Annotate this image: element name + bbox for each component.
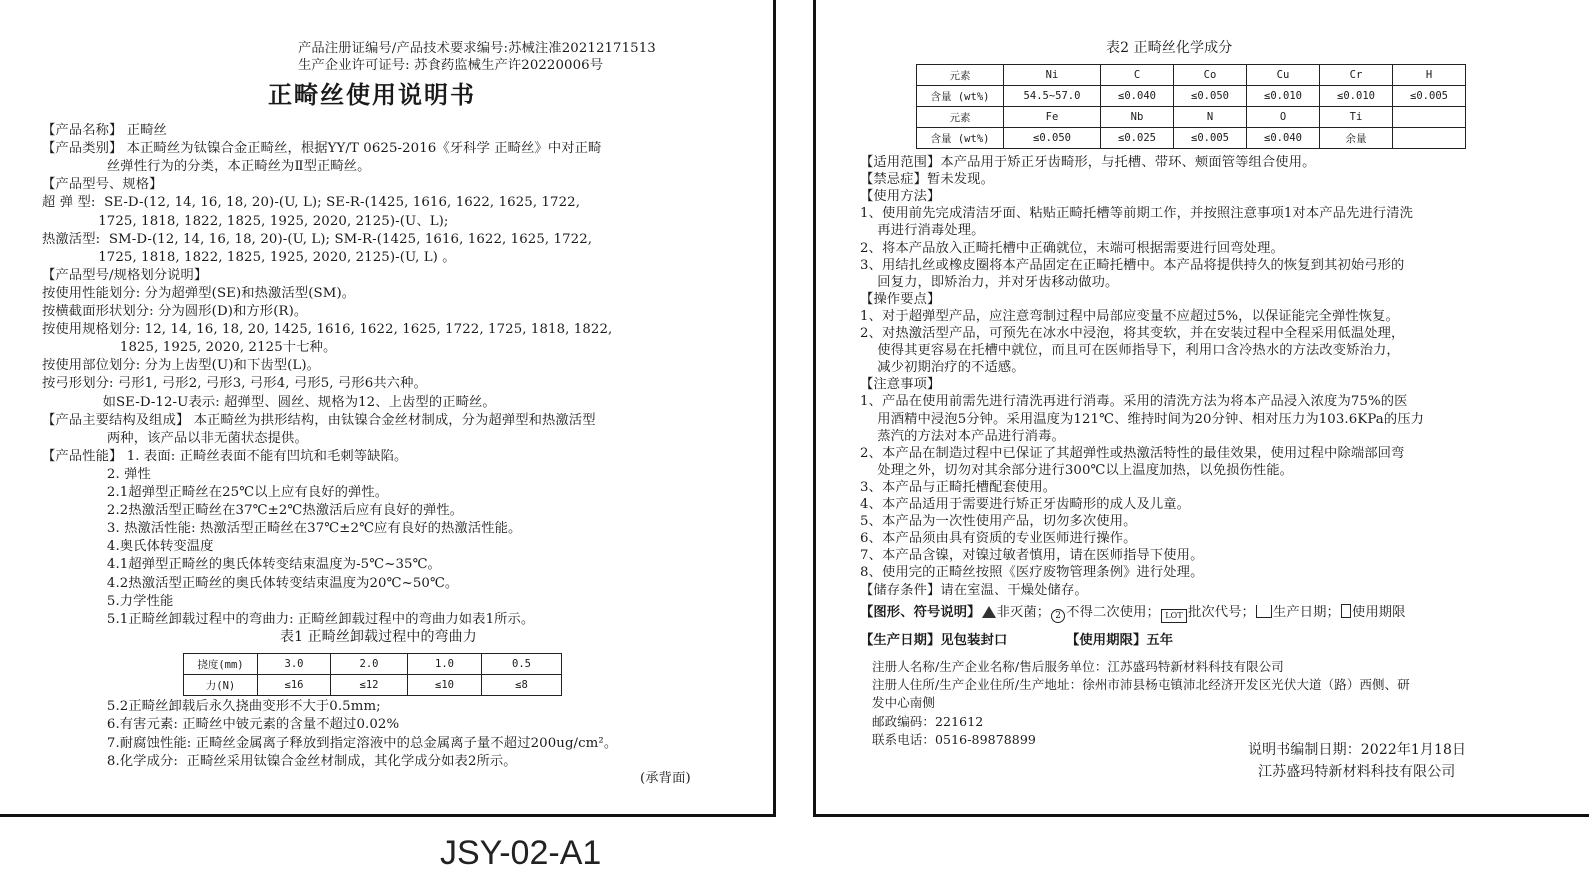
edit-date: 说明书编制日期：2022年1月18日	[1248, 742, 1467, 758]
table-cell: ≤16	[258, 675, 331, 696]
text-line: 【注意事项】	[860, 377, 941, 393]
table-cell: ≤0.050	[1174, 86, 1247, 107]
table-row	[917, 107, 1466, 128]
right-instruction-panel	[813, 0, 1589, 817]
table-cell: Cu	[1247, 65, 1320, 86]
document-code: JSY-02-A1	[440, 834, 602, 872]
text-line: 1825, 1925, 2020, 2125十七种。	[42, 340, 337, 356]
table2-chemical-composition	[916, 64, 1466, 149]
table-cell: ≤0.040	[1101, 86, 1174, 107]
manufacture-date-icon	[1256, 605, 1272, 618]
text-line: 按弓形划分: 弓形1, 弓形2, 弓形3, 弓形4, 弓形5, 弓形6共六种。	[42, 376, 427, 392]
text-line: 3. 热激活性能: 热激活型正畸丝在37℃±2℃应有良好的热激活性能。	[42, 521, 522, 537]
table-cell: 元素	[917, 65, 1004, 86]
text-line: 回复力，即矫治力，并对牙齿移动做功。	[860, 274, 1119, 290]
text-line: 2.2热激活型正畸丝在37℃±2℃热激活后应有良好的弹性。	[42, 503, 464, 519]
text-line: 热激活型: SM-D-(12, 14, 16, 18, 20)-(U, L); SM-R-(1425, 1616, 1622, 1625, 1722,	[42, 231, 593, 247]
text-line: 2.1超弹型正畸丝在25℃以上应有良好的弹性。	[42, 485, 389, 500]
text-line: 【操作要点】	[860, 291, 941, 307]
table-cell: Fe	[1004, 107, 1101, 128]
lot-icon: LOT	[1161, 609, 1187, 623]
non-sterile-text: 非灭菌；	[996, 605, 1051, 620]
table-cell: 0.5	[482, 654, 562, 675]
text-line: 2、将本产品放入正畸托槽中正确就位，末端可根据需要进行回弯处理。	[860, 240, 1284, 256]
table-cell: C	[1101, 65, 1174, 86]
table-cell: ≤0.005	[1174, 128, 1247, 149]
text-line: 5.2正畸丝卸载后永久挠曲变形不大于0.5mm;	[42, 699, 381, 714]
lot-text: 批次代号；	[1187, 605, 1255, 620]
table-cell: 挠度(mm)	[184, 654, 258, 675]
text-line: 【适用范围】本产品用于矫正牙齿畸形，与托槽、带环、颊面管等组合使用。	[860, 155, 1316, 170]
text-line: 8、使用完的正畸丝按照《医疗废物管理条例》进行处理。	[860, 565, 1204, 581]
text-line: 注册人名称/生产企业名称/售后服务单位：江苏盛玛特新材料科技有限公司	[872, 659, 1284, 674]
table-cell: 余量	[1320, 128, 1393, 149]
do-not-reuse-text: 不得二次使用；	[1066, 605, 1160, 620]
text-line: 5.力学性能	[42, 593, 174, 609]
table2-title: 表2 正畸丝化学成分	[1106, 40, 1233, 56]
text-line: 1、使用前先完成清洁牙面、粘贴正畸托槽等前期工作，并按照注意事项1对本产品先进行清洗	[860, 206, 1413, 222]
text-line: 6.有害元素: 正畸丝中铍元素的含量不超过0.02%	[42, 717, 400, 733]
table-cell: O	[1247, 107, 1320, 128]
symbols-label: 【图形、符号说明】	[860, 605, 981, 620]
text-line: 8.化学成分: 正畸丝采用钛镍合金丝材制成，其化学成分如表2所示。	[42, 753, 517, 769]
table-cell: 力(N)	[184, 675, 258, 696]
company-name: 江苏盛玛特新材料科技有限公司	[1258, 764, 1456, 780]
text-line: 联系电话：0516-89878899	[872, 731, 1036, 747]
text-line: 超 弹 型: SE-D-(12, 14, 16, 18, 20)-(U, L); SE-R-(1425, 1616, 1622, 1625, 1722,	[42, 195, 581, 211]
table-cell: 54.5~57.0	[1004, 86, 1101, 107]
table-row	[184, 675, 562, 696]
table-cell: H	[1393, 65, 1466, 86]
table-cell: Ti	[1320, 107, 1393, 128]
continued-on-back: (承背面)	[640, 771, 691, 786]
table-cell: 2.0	[331, 654, 408, 675]
table-cell: ≤0.005	[1393, 86, 1466, 107]
text-line: 2、对热激活型产品，可预先在冰水中浸泡，将其变软，并在安装过程中全程采用低温处理，	[860, 326, 1405, 341]
text-line: 6、本产品须由具有资质的专业医师进行操作。	[860, 531, 1137, 547]
table-cell: Nb	[1101, 107, 1174, 128]
text-line: 5、本产品为一次性使用产品，切勿多次使用。	[860, 514, 1137, 530]
text-line: 1、对于超弹型产品，应注意弯制过程中局部应变量不应超过5%，以保证能完全弹性恢复。	[860, 308, 1399, 324]
text-line: 使得其更容易在托槽中就位，而且可在医师指导下，利用口含冷热水的方法改变矫治力，	[860, 343, 1400, 359]
text-line: 按使用部位划分: 分为上齿型(U)和下齿型(L)。	[42, 358, 321, 374]
table1-bending-force	[183, 653, 562, 696]
table-cell: 元素	[917, 107, 1004, 128]
text-line: 3、本产品与正畸托槽配套使用。	[860, 479, 1057, 495]
text-line: 【禁忌症】暂未发现。	[860, 172, 994, 188]
manufacture-date-text: 生产日期；	[1272, 605, 1340, 620]
table-cell: ≤0.010	[1320, 86, 1393, 107]
text-line: 减少初期治疗的不适感。	[860, 360, 1025, 376]
table-cell: Co	[1174, 65, 1247, 86]
table-cell: ≤12	[331, 675, 408, 696]
table-cell	[1393, 128, 1466, 149]
table-cell: 1.0	[408, 654, 482, 675]
symbols-legend	[860, 604, 1406, 623]
text-line: 按使用性能划分: 分为超弹型(SE)和热激活型(SM)。	[42, 285, 356, 301]
text-line: 【产品型号、规格】	[42, 177, 163, 193]
text-line: 【使用方法】	[860, 189, 941, 205]
table-cell: Cr	[1320, 65, 1393, 86]
text-line: 按横截面形状划分: 分为圆形(D)和方形(R)。	[42, 304, 308, 319]
text-line: 蒸汽的方法对本产品进行消毒。	[860, 428, 1065, 444]
text-line: 注册人住所/生产企业住所/生产地址：徐州市沛县杨屯镇沛北经济开发区光伏大道（路）西侧、研	[872, 677, 1410, 693]
table-row	[917, 86, 1466, 107]
license-number: 生产企业许可证号: 苏食药监械生产许20220006号	[298, 58, 604, 73]
text-line: 3、用结扎丝或橡皮圈将本产品固定在正畸托槽中。本产品将提供持久的恢复到其初始弓形的	[860, 257, 1405, 273]
table-cell	[1393, 107, 1466, 128]
table-cell: 含量 (wt%)	[917, 86, 1004, 107]
text-line: 7、本产品含镍，对镍过敏者慎用，请在医师指导下使用。	[860, 548, 1204, 564]
text-line: 【储存条件】请在室温、干燥处储存。	[860, 582, 1088, 598]
table-row	[917, 128, 1466, 149]
text-line: 丝弹性行为的分类，本正畸丝为Ⅱ型正畸丝。	[42, 159, 371, 175]
left-instruction-panel	[0, 0, 776, 817]
table-row	[184, 654, 562, 675]
text-line: 2. 弹性	[42, 466, 151, 482]
registration-number: 产品注册证编号/产品技术要求编号:苏械注准20212171513	[298, 41, 656, 56]
production-date: 【生产日期】见包装封口	[860, 633, 1008, 648]
text-line: 【产品型号/规格划分说明】	[42, 267, 208, 283]
table-cell: 含量 (wt%)	[917, 128, 1004, 149]
text-line: 2、本产品在制造过程中已保证了其超弹性或热激活特性的最佳效果，使用过程中除端部回弯	[860, 445, 1405, 461]
table-cell: ≤0.025	[1101, 128, 1174, 149]
do-not-reuse-icon: 2	[1051, 609, 1065, 623]
text-line: 邮政编码：221612	[872, 713, 984, 729]
document-title: 正畸丝使用说明书	[268, 80, 476, 109]
table-cell: ≤8	[482, 675, 562, 696]
table1-title: 表1 正畸丝卸载过程中的弯曲力	[280, 629, 477, 645]
text-line: 按使用规格划分: 12, 14, 16, 18, 20, 1425, 1616, 1622, 1625, 1722, 1725, 1818, 1822,	[42, 322, 613, 338]
expiry-text: 使用期限	[1351, 605, 1406, 620]
text-line: 4.奥氏体转变温度	[42, 539, 214, 555]
expiry-period: 【使用期限】五年	[1066, 633, 1174, 648]
table-cell: 3.0	[258, 654, 331, 675]
text-line: 7.耐腐蚀性能: 正畸丝金属离子释放到指定溶液中的总金属离子量不超过200ug/cm²。	[42, 735, 618, 751]
table-row	[917, 65, 1466, 86]
table-cell: ≤10	[408, 675, 482, 696]
text-line: 5.1正畸丝卸载过程中的弯曲力: 正畸丝卸载过程中的弯曲力如表1所示。	[42, 611, 535, 627]
table-cell: Ni	[1004, 65, 1101, 86]
text-line: 用酒精中浸泡5分钟。采用温度为121℃、维持时间为20分钟、相对压力为103.6KPa的压力	[860, 411, 1425, 427]
text-line: 两种，该产品以非无菌状态提供。	[42, 430, 308, 446]
text-line: 1725, 1818, 1822, 1825, 1925, 2020, 2125)-(U, L) 。	[42, 249, 456, 265]
hourglass-expiry-icon	[1341, 604, 1351, 618]
non-sterile-icon	[982, 606, 996, 618]
text-line: 【产品主要结构及组成】 本正畸丝为拱形结构，由钛镍合金丝材制成，分为超弹型和热激活型	[42, 412, 596, 428]
text-line: 【产品性能】 1. 表面: 正畸丝表面不能有凹坑和毛刺等缺陷。	[42, 448, 408, 464]
text-line: 如SE-D-12-U表示: 超弹型、圆丝、规格为12、上齿型的正畸丝。	[42, 394, 496, 410]
table-cell: ≤0.010	[1247, 86, 1320, 107]
text-line: 【产品类别】 本正畸丝为钛镍合金正畸丝，根据YY/T 0625-2016《牙科学 正畸丝》中对正畸	[42, 141, 602, 157]
text-line: 1725, 1818, 1822, 1825, 1925, 2020, 2125)-(U、L);	[42, 213, 449, 229]
table-cell: ≤0.040	[1247, 128, 1320, 149]
text-line: 发中心南侧	[872, 695, 936, 711]
text-line: 【产品名称】 正畸丝	[42, 123, 167, 138]
text-line: 4.1超弹型正畸丝的奥氏体转变结束温度为-5℃~35℃。	[42, 557, 441, 573]
table-cell: ≤0.050	[1004, 128, 1101, 149]
text-line: 再进行消毒处理。	[860, 223, 985, 239]
text-line: 4、本产品适用于需要进行矫正牙齿畸形的成人及儿童。	[860, 497, 1191, 512]
table-cell: N	[1174, 107, 1247, 128]
text-line: 处理之外，切勿对其余部分进行300℃以上温度加热，以免损伤性能。	[860, 462, 1294, 478]
text-line: 1、产品在使用前需先进行清洗再进行消毒。采用的清洗方法为将本产品浸入浓度为75%的医	[860, 394, 1408, 410]
text-line: 4.2热激活型正畸丝的奥氏体转变结束温度为20℃~50℃。	[42, 575, 459, 591]
